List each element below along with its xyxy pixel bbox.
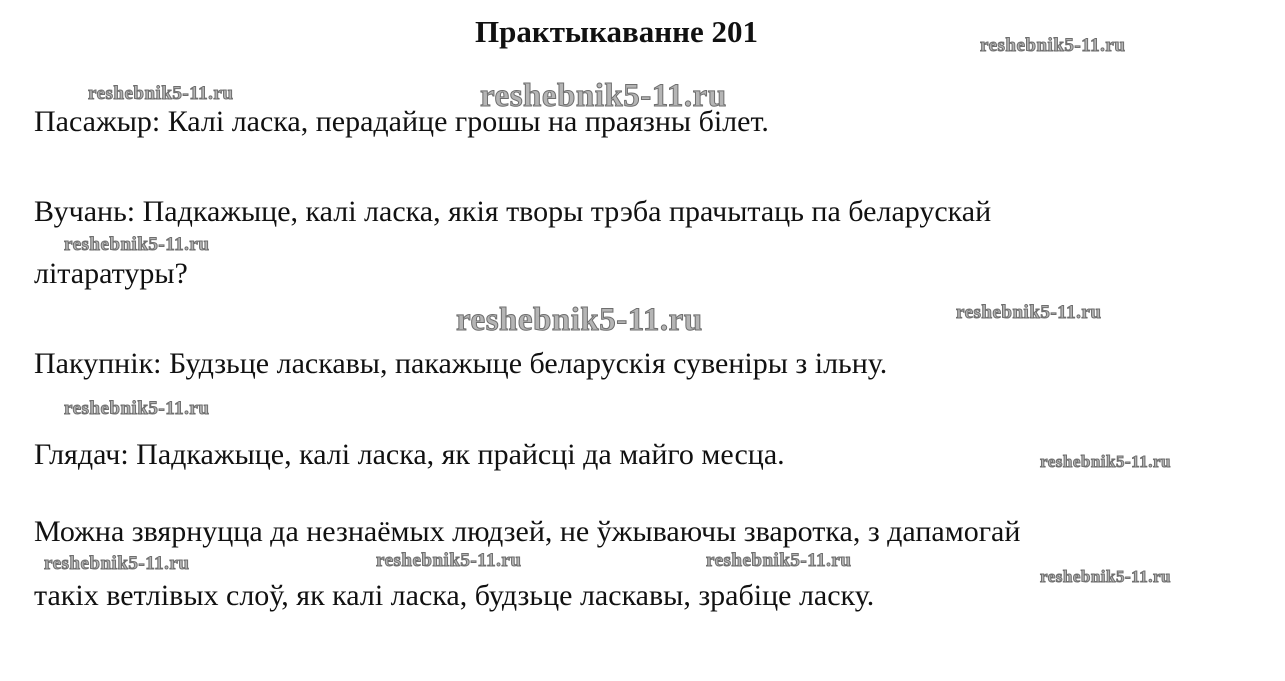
watermark: reshebnik5-11.ru [1040,452,1171,471]
watermark: reshebnik5-11.ru [956,302,1102,323]
watermark: reshebnik5-11.ru [980,35,1126,56]
watermark: reshebnik5-11.ru [480,78,727,114]
exercise-title: Практыкаванне 201 [474,14,758,49]
watermark: reshebnik5-11.ru [456,302,703,338]
dialogue-line-student: Вучань: Падкажыце, калі ласка, якія творы трэба прачытаць па беларускай [34,195,992,228]
watermark: reshebnik5-11.ru [376,550,522,571]
watermark: reshebnik5-11.ru [44,553,190,574]
dialogue-line-student-continued: літаратуры? [34,257,188,290]
dialogue-line-passenger: Пасажыр: Калі ласка, перадайце грошы на праязны білет. [34,105,769,138]
dialogue-line-viewer: Глядач: Падкажыце, калі ласка, як прайсці да майго месца. [34,438,785,471]
watermark: reshebnik5-11.ru [64,234,210,255]
watermark: reshebnik5-11.ru [1040,567,1171,586]
watermark: reshebnik5-11.ru [706,550,852,571]
watermark: reshebnik5-11.ru [64,398,210,419]
conclusion-line-2: такіх ветлівых слоў, як калі ласка, будзьце ласкавы, зрабіце ласку. [34,579,875,612]
watermark: reshebnik5-11.ru [88,83,234,104]
conclusion-line-1: Можна звярнуцца да незнаёмых людзей, не ўжываючы зваротка, з дапамогай [34,515,1021,548]
dialogue-line-buyer: Пакупнік: Будзьце ласкавы, пакажыце беларускія сувеніры з ільну. [34,347,888,380]
